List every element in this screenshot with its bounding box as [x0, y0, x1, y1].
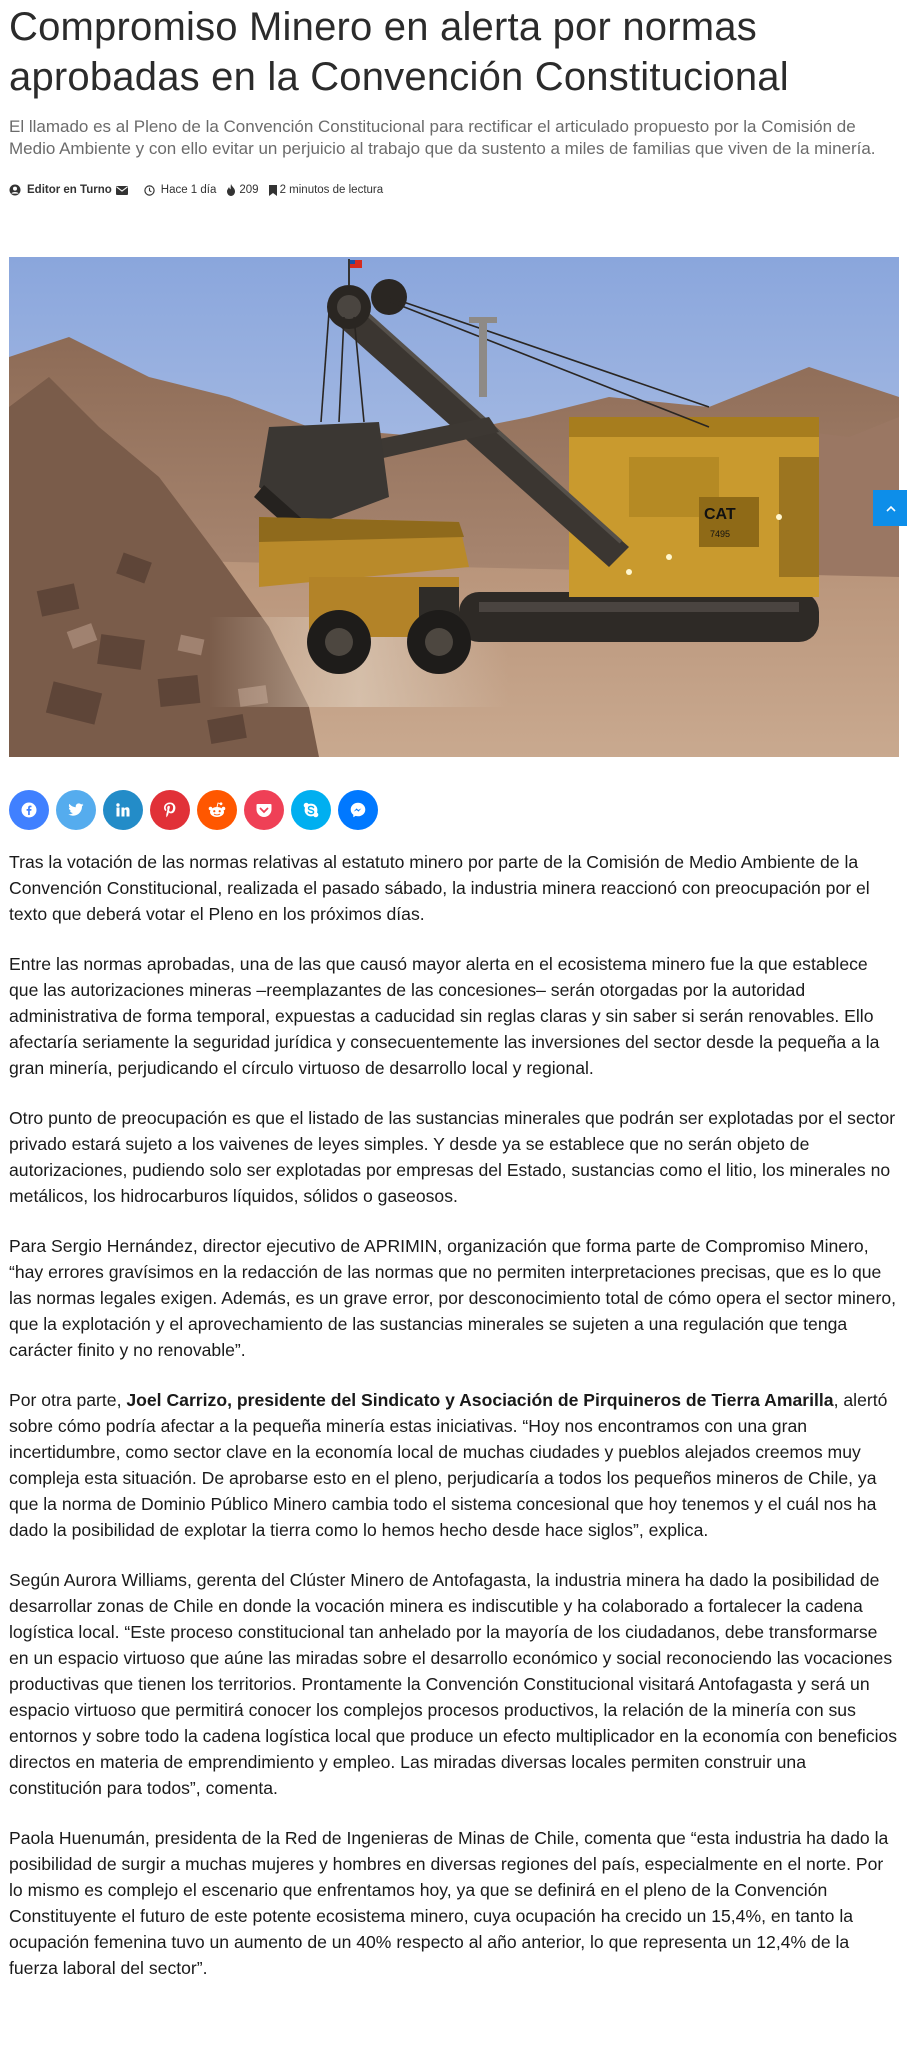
- article-subtitle: El llamado es al Pleno de la Convención Constitucional para rectificar el articulado propuesto por la Comisión de Medio Ambiente y con ello evitar un perjuicio al trabajo que da sustento a miles de familias que viven de la minería.: [9, 117, 876, 158]
- paragraph: Paola Huenumán, presidenta de la Red de Ingenieras de Minas de Chile, comenta que “esta industria ha dado la posibilidad de surgir a muchas mujeres y hombres en diversas regiones del país, especialmente en el norte. Por lo mismo es complejo el escenario que enfrentamos hoy, ya que se definirá en el pleno de la Convención Constituyente el futuro de este potente ecosistema minero, cuya ocupación ha crecido un 15,4%, en tanto la ocupación femenina tuvo un aumento de un 40% respecto al año anterior, lo que representa un 12,4% de la fuerza laboral del sector”.: [9, 1828, 889, 1978]
- read-time: [269, 184, 384, 196]
- chevron-up-icon: [886, 505, 896, 512]
- reddit-icon: [208, 802, 226, 818]
- share-facebook-button[interactable]: [9, 790, 49, 830]
- article-title: Compromiso Minero en alerta por normas aprobadas en la Convención Constitucional: [9, 5, 789, 99]
- pinterest-icon: [163, 802, 177, 818]
- paragraph: Para Sergio Hernández, director ejecutivo de APRIMIN, organización que forma parte de Compromiso Minero, “hay errores gravísimos en la redacción de las normas que no permiten interpretaciones precisas, que es lo que las normas legales exigen. Además, es un grave error, por desconocimiento total de cómo opera el sector minero, que la explotación y el aprovechamiento de las sustancias minerales se sujeten a una regulación que tenga carácter finito y no renovable”.: [9, 1236, 896, 1360]
- share-twitter-button[interactable]: [56, 790, 96, 830]
- linkedin-icon: [116, 803, 130, 817]
- bookmark-icon: [269, 185, 277, 196]
- user-icon: [9, 184, 21, 196]
- article-container: [9, 0, 899, 1978]
- svg-text:CAT: CAT: [704, 506, 736, 523]
- share-buttons: [9, 790, 385, 830]
- share-pocket-button[interactable]: [244, 790, 284, 830]
- mining-shovel-image: [9, 257, 899, 757]
- paragraph-lead: Por otra parte,: [9, 1390, 127, 1410]
- paragraph: [9, 1387, 899, 1543]
- post-date: [144, 184, 217, 196]
- facebook-icon: [21, 802, 37, 818]
- date-text: Hace 1 día: [160, 184, 217, 196]
- post-meta: [9, 180, 899, 200]
- paragraph-rest: , alertó sobre cómo podría afectar a la pequeña minería estas iniciativas. “Hoy nos encontramos con una gran incertidumbre, como sector clave en la economía local de muchas ciudades y pueblos alejados creemos muy compleja esta situación. De aprobarse esto en el pleno, perjudicaría a todos los pequeños mineros de Chile, ya que la norma de Dominio Público Minero cambia todo el sistema concesional que hoy tenemos y el cuál nos ha dado la posibilidad de explotar la tierra como lo hemos hecho desde hace siglos”, explica.: [9, 1390, 888, 1540]
- share-messenger-button[interactable]: [338, 790, 378, 830]
- pocket-icon: [256, 803, 272, 818]
- twitter-icon: [68, 803, 84, 817]
- scroll-to-top-button[interactable]: [873, 490, 907, 526]
- featured-image: [9, 257, 899, 757]
- author-name: Editor en Turno: [27, 184, 112, 196]
- paragraph-bold-name: Joel Carrizo, presidente del Sindicato y Asociación de Pirquineros de Tierra Amarilla: [126, 1390, 834, 1410]
- author-link[interactable]: [9, 184, 128, 196]
- article-body: [9, 849, 899, 2005]
- paragraph: Entre las normas aprobadas, una de las que causó mayor alerta en el ecosistema minero fue la que establece que las autorizaciones mineras –reemplazantes de las concesiones– serán otorgadas por la autoridad administrativa de forma temporal, expuestas a caducidad sin reglas claras y sin saber si serán renovables. Ello afectaría seriamente la seguridad jurídica y consecuentemente las inversiones del sector desde la pequeña a la gran minería, perjudicando el círculo virtuoso de desarrollo local y regional.: [9, 954, 880, 1078]
- post-views: [226, 184, 258, 196]
- fire-icon: [226, 184, 236, 196]
- messenger-icon: [350, 802, 366, 818]
- paragraph: Otro punto de preocupación es que el listado de las sustancias minerales que podrán ser explotadas por el sector privado estará sujeto a los vaivenes de leyes simples. Y desde ya se establece que no serán objeto de autorizaciones, pudiendo solo ser explotadas por empresas del Estado, sustancias como el litio, los minerales no metálicos, los hidrocarburos líquidos, sólidos o gaseosos.: [9, 1108, 896, 1206]
- share-linkedin-button[interactable]: [103, 790, 143, 830]
- svg-text:7495: 7495: [710, 529, 731, 539]
- envelope-icon[interactable]: [116, 186, 128, 195]
- skype-icon: [303, 802, 319, 818]
- views-count: 209: [239, 184, 259, 196]
- read-time-text: 2 minutos de lectura: [279, 184, 384, 196]
- share-pinterest-button[interactable]: [150, 790, 190, 830]
- share-skype-button[interactable]: [291, 790, 331, 830]
- clock-icon: [144, 185, 155, 196]
- paragraph: Según Aurora Williams, gerenta del Clúster Minero de Antofagasta, la industria minera ha dado la posibilidad de desarrollar zonas de Chile en donde la vocación minera es indiscutible y ha colaborado a fortalecer la cadena logística local. “Este proceso constitucional tan anhelado por la mayoría de los ciudadanos, debe transformarse en un espacio virtuoso que aúne las miradas sobre el desarrollo económico y social reconociendo las vocaciones productivas que tienen los territorios. Prontamente la Convención Constitucional visitará Antofagasta y será un espacio virtuoso que permitirá conocer los complejos procesos productivos, la relación de la minería con sus entornos y sobre todo la cadena logística local que produce un efecto multiplicador en la economía con beneficios directos en materia de emprendimiento y empleo. Las miradas diversas locales permiten construir una constitución para todos”, comenta.: [9, 1570, 898, 1798]
- paragraph: Tras la votación de las normas relativas al estatuto minero por parte de la Comisión de Medio Ambiente de la Convención Constitucional, realizada el pasado sábado, la industria minera reaccionó con preocupación por el texto que deberá votar el Pleno en los próximos días.: [9, 852, 870, 924]
- share-reddit-button[interactable]: [197, 790, 237, 830]
